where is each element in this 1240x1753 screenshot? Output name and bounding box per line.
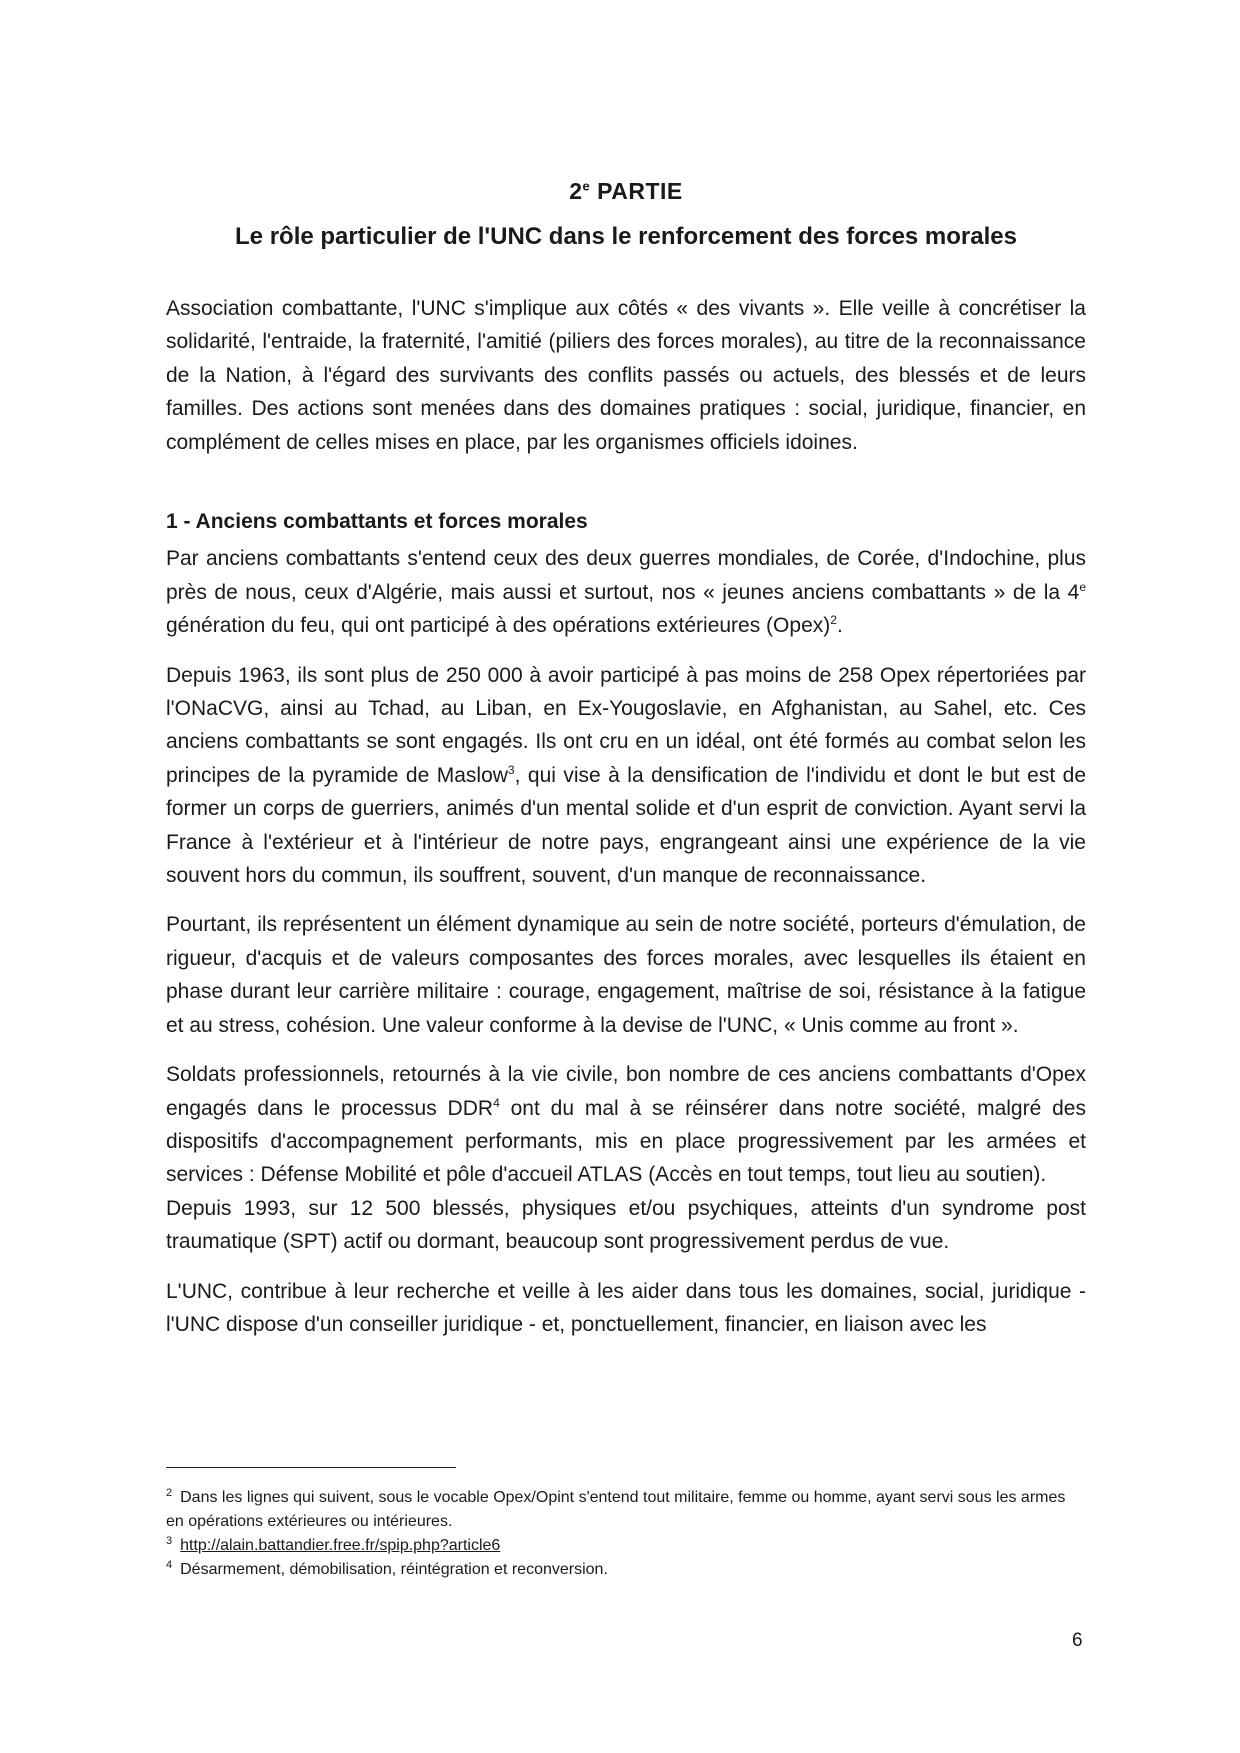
page-number: 6 <box>1072 1630 1083 1651</box>
paragraph-6: L'UNC, contribue à leur recherche et veille à les aider dans tous les domaines, social, juridique - l'UNC dispose d'un conseiller juridique - et, ponctuellement, financier, en liaison avec les <box>166 1279 1086 1336</box>
paragraph-5: Depuis 1993, sur 12 500 blessés, physiques et/ou psychiques, atteints d'un syndrome post traumatique (SPT) actif ou dormant, beaucoup sont progressivement perdus de vue. <box>166 1196 1086 1254</box>
intro-block <box>166 292 1086 459</box>
paragraph-3: Pourtant, ils représentent un élément dynamique au sein de notre société, porteurs d'émulation, de rigueur, d'acquis et de valeurs composantes des forces morales, avec lesquelles ils étaient en phase durant leur carrière militaire : courage, engagement, maîtrise de soi, résistance à la fatigue et au stress, cohésion. Une valeur conforme à la devise de l'UNC, « Unis comme au front ». <box>166 913 1086 1037</box>
paragraph-1-text-a: Par anciens combattants s'entend ceux des deux guerres mondiales, de Corée, d'Indochine, plus près de nous, ceux d'Algérie, mais aussi et surtout, nos « jeunes anciens combattants » de la 4 <box>166 547 1086 604</box>
footnote-2 <box>166 1486 1086 1534</box>
paragraph-2-text-a: Depuis 1963, ils sont plus de 250 000 à avoir participé à pas moins de 258 Opex répertoriées par l'ONaCVG, ainsi au Tchad, au Liban, en Ex-Yougoslavie, en Afghanistan, au Sahel, etc. Ces anciens combattants se sont engagés. Ils ont cru en un idéal, ont été formés au combat selon les principes de la pyramide de Maslow <box>166 663 1086 787</box>
part-number: 2 <box>569 178 583 204</box>
section-1 <box>166 505 1086 1341</box>
footnote-number: 2 <box>166 1486 173 1499</box>
footnote-text: Dans les lignes qui suivent, sous le vocable Opex/Opint s'entend tout militaire, femme ou homme, ayant servi sous les armes en opérations extérieures ou intérieures. <box>166 1489 1066 1530</box>
paragraph-4-text-b: ont du mal à se réinsérer dans notre société, malgré des dispositifs d'accompagnement performants, mis en place progressivement par les armées et services : Défense Mobilité et pôle d'accueil ATLAS (Accès en tout temps, tout lieu au soutien). <box>166 1096 1086 1187</box>
footnote-ref-2[interactable]: 2 <box>830 613 837 628</box>
title-block <box>166 176 1086 252</box>
footnote-3 <box>166 1534 1086 1558</box>
paragraph-2-text-b: , qui vise à la densification de l'individu et dont le but est de former un corps de guerriers, animés d'un mental solide et d'un esprit de conviction. Ayant servi la France à l'extérieur et à l'intérieur de notre pays, engrangeant ainsi une expérience de la vie souvent hors du commun, ils souffrent, souvent, d'un manque de reconnaissance. <box>166 763 1087 888</box>
footnote-ref-3[interactable]: 3 <box>507 762 515 777</box>
footnote-divider <box>166 1467 456 1468</box>
paragraph-2 <box>166 659 1086 893</box>
part-superscript: e <box>582 178 591 194</box>
ordinal-superscript: e <box>1079 579 1086 594</box>
footnote-text: Désarmement, démobilisation, réintégration et reconversion. <box>180 1561 608 1578</box>
section-heading: 1 - Anciens combattants et forces morales <box>166 510 588 533</box>
footnote-number: 3 <box>166 1534 173 1547</box>
footnote-link[interactable]: http://alain.battandier.free.fr/spip.php?article6 <box>180 1537 501 1554</box>
paragraph-4-text-a: Soldats professionnels, retournés à la vie civile, bon nombre de ces anciens combattants d'Opex engagés dans le processus DDR <box>166 1063 1086 1120</box>
footnote-ref-4[interactable]: 4 <box>493 1095 500 1110</box>
intro-paragraph: Association combattante, l'UNC s'implique aux côtés « des vivants ». Elle veille à concrétiser la solidarité, l'entraide, la fraternité, l'amitié (piliers des forces morales), au titre de la reconnaissance de la Nation, à l'égard des survivants des conflits passés ou actuels, des blessés et de leurs familles. Des actions sont menées dans des domaines pratiques : social, juridique, financier, en complément de celles mises en place, par les organismes officiels idoines. <box>166 297 1086 454</box>
footnotes <box>166 1486 1086 1582</box>
part-title <box>166 176 1086 206</box>
page-title: Le rôle particulier de l'UNC dans le renforcement des forces morales <box>235 223 1017 250</box>
paragraph-1-text-b: génération du feu, qui ont participé à des opérations extérieures (Opex) <box>166 614 831 638</box>
footnote-4 <box>166 1558 1086 1582</box>
paragraph-1-end: . <box>836 614 843 638</box>
paragraph-4 <box>166 1058 1086 1192</box>
footnote-number: 4 <box>166 1558 173 1571</box>
part-label: PARTIE <box>590 178 683 204</box>
paragraph-1 <box>166 542 1086 642</box>
